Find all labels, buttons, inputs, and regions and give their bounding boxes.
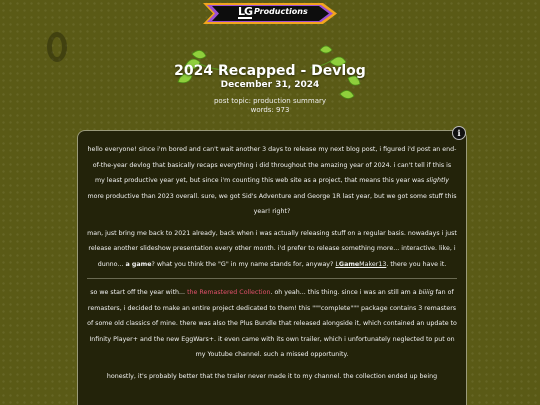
decorative-ring <box>47 32 67 62</box>
site-logo: LG <box>238 5 253 18</box>
post-title: 2024 Recapped - Devlog <box>174 63 366 79</box>
post-date: December 31, 2024 <box>220 80 320 90</box>
remastered-collection-link[interactable]: the Remastered Collection <box>187 289 271 296</box>
post-topic: post topic: production summary <box>213 97 327 105</box>
paragraph-intro: hello everyone! since i'm bored and can't wait another 3 days to release my next blog post, i figured i'd post an end-of-the-year devlog that basically recaps everything i did throughout the amazing year of 2024. i can't tell if this is my least productive year yet, but since i'm counting this web site as a project, that means this year was slightly more productive than 2023 overall. sure, we got Sid's Adventure and George 1R last year, but we got some stuff this year! right? <box>87 146 457 215</box>
post-word-count: words: 973 <box>250 106 290 114</box>
site-banner-label: Productions <box>254 7 308 16</box>
section-divider <box>87 278 457 279</box>
info-icon[interactable]: i <box>452 126 466 140</box>
paragraph-remastered: so we start off the year with... the Remastered Collection. oh yeah... this thing. since i was an still am a biiiig fan of remasters, i decided to make an entire project dedicated to them! this """complete""" package contains 3 remasters of some old classics of mine. there was also the Plus Bundle that released alongside it, which contained an update to Infinity Player+ and the new EggWars+. it even came with its own trailer, which i unfortunately neglected to put on my Youtube channel. such a missed opportunity. <box>87 289 457 358</box>
article-body <box>77 130 467 405</box>
paragraph-2021: man, just bring me back to 2021 already, back when i was actually releasing stuff on a regular basis. nowadays i just release another slideshow presentation every other month. i'd prefer to release something more... interactive. like, i dunno... a game? what you think the "G" in my name stands for, anyway? LGameMaker13. there you have it. <box>87 229 457 268</box>
paragraph-trailer: honestly, it's probably better that the trailer never made it to my channel. the collection ended up being <box>106 372 438 380</box>
post-meta <box>0 97 540 115</box>
